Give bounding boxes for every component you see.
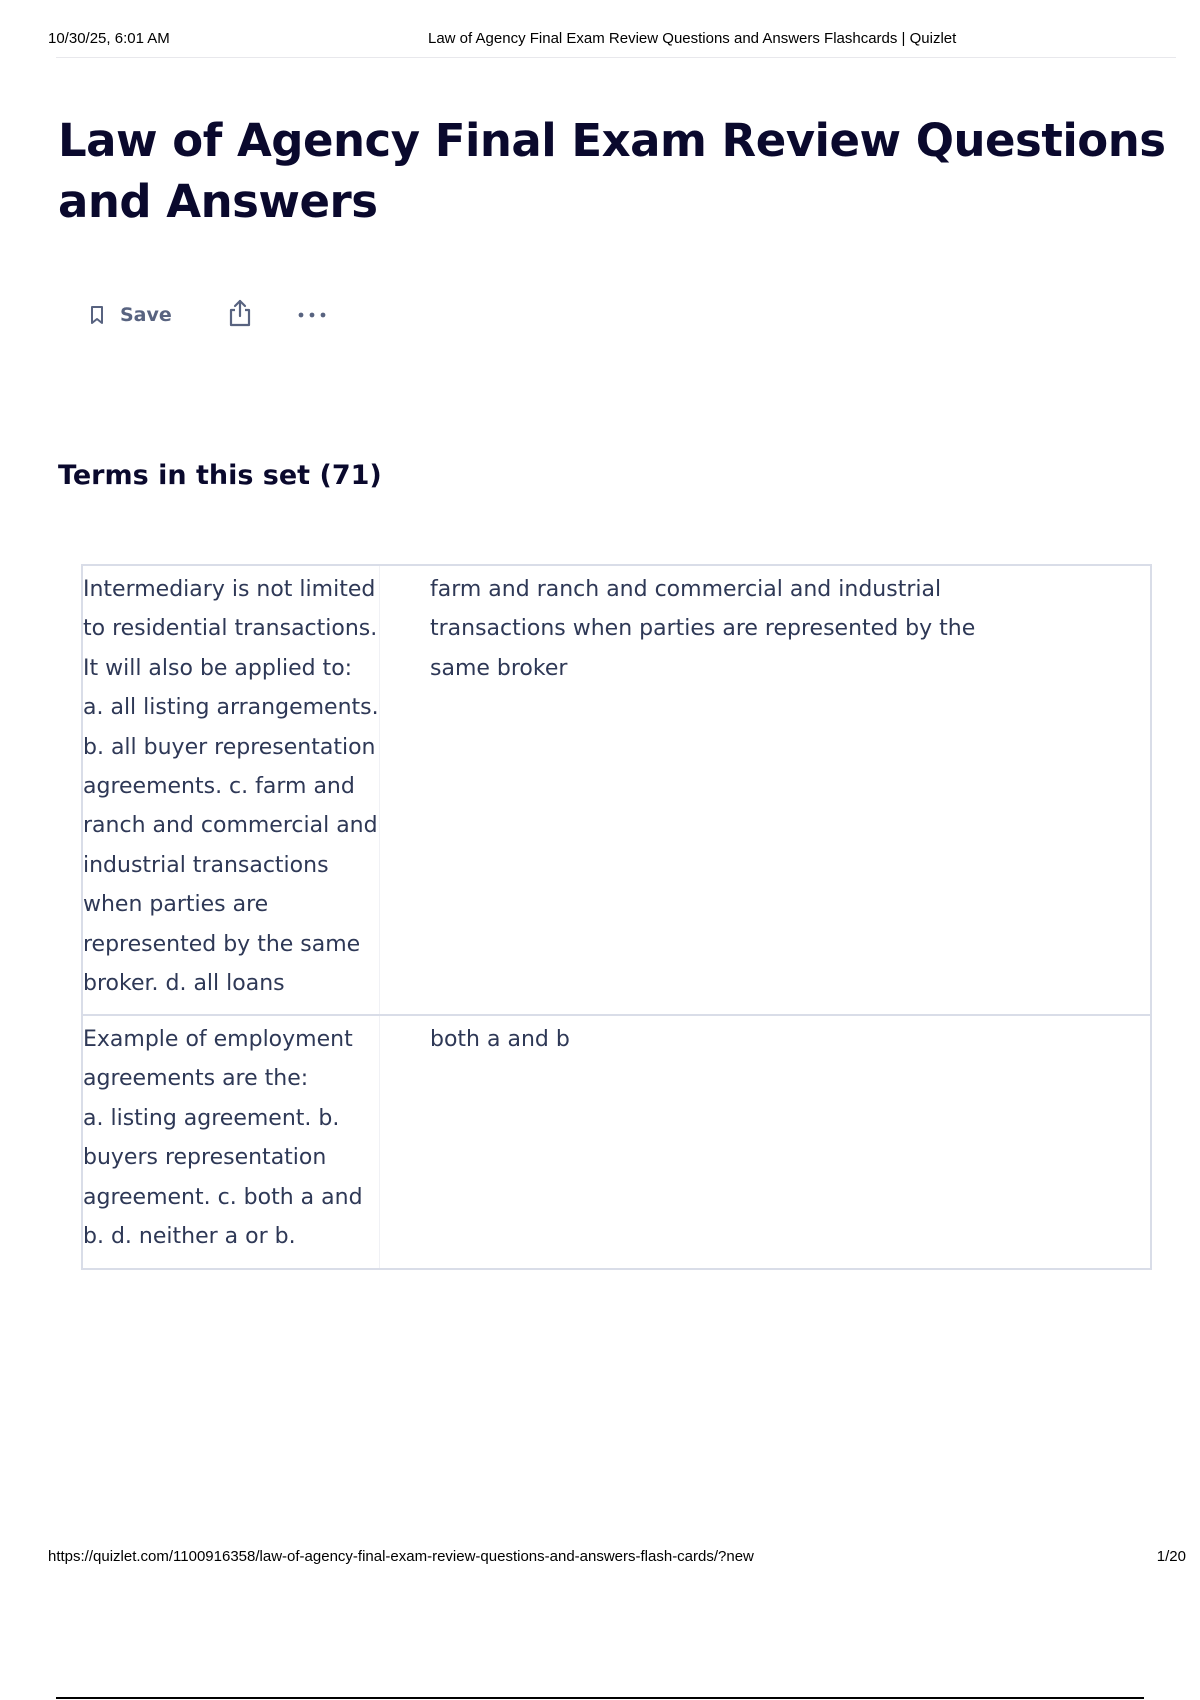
print-url: https://quizlet.com/1100916358/law-of-agency-final-exam-review-questions-and-answers-flash-cards/?new [48,1548,754,1565]
print-datetime: 10/30/25, 6:01 AM [48,30,170,47]
definition-text: farm and ranch and commercial and industrial transactions when parties are represented by the same broker [430,577,976,681]
definition-text: both a and b [430,1027,570,1052]
save-button[interactable] [80,295,180,335]
page-bottom-divider [56,1697,1144,1699]
share-icon [226,298,254,333]
term-card [81,1016,1152,1270]
terms-list [81,564,1152,1270]
print-page-title: Law of Agency Final Exam Review Questions and Answers Flashcards | Quizlet [428,30,957,47]
share-button[interactable] [222,295,258,335]
more-options-button[interactable] [294,295,330,335]
term-text: Intermediary is not limited to residential transactions. It will also be applied to: a. all listing arrangements. b. all buyer representation agreements. c. farm and ranch and commercial and industrial transactions when parties are represented by the same broker. d. all loans [83,566,380,1014]
print-header [48,28,1176,58]
set-toolbar [80,295,330,335]
more-options-icon [297,306,327,324]
set-title: Law of Agency Final Exam Review Questions and Answers [58,114,1166,228]
term-card [81,564,1152,1016]
terms-heading: Terms in this set (71) [58,460,382,491]
term-text: Example of employment agreements are the: a. listing agreement. b. buyers representation agreement. c. both a and b. d. neither a or b. [83,1016,380,1268]
page-number: 1/20 [1156,1548,1186,1565]
header-divider [56,57,1176,58]
bookmark-icon [88,304,106,326]
save-label: Save [120,304,172,326]
